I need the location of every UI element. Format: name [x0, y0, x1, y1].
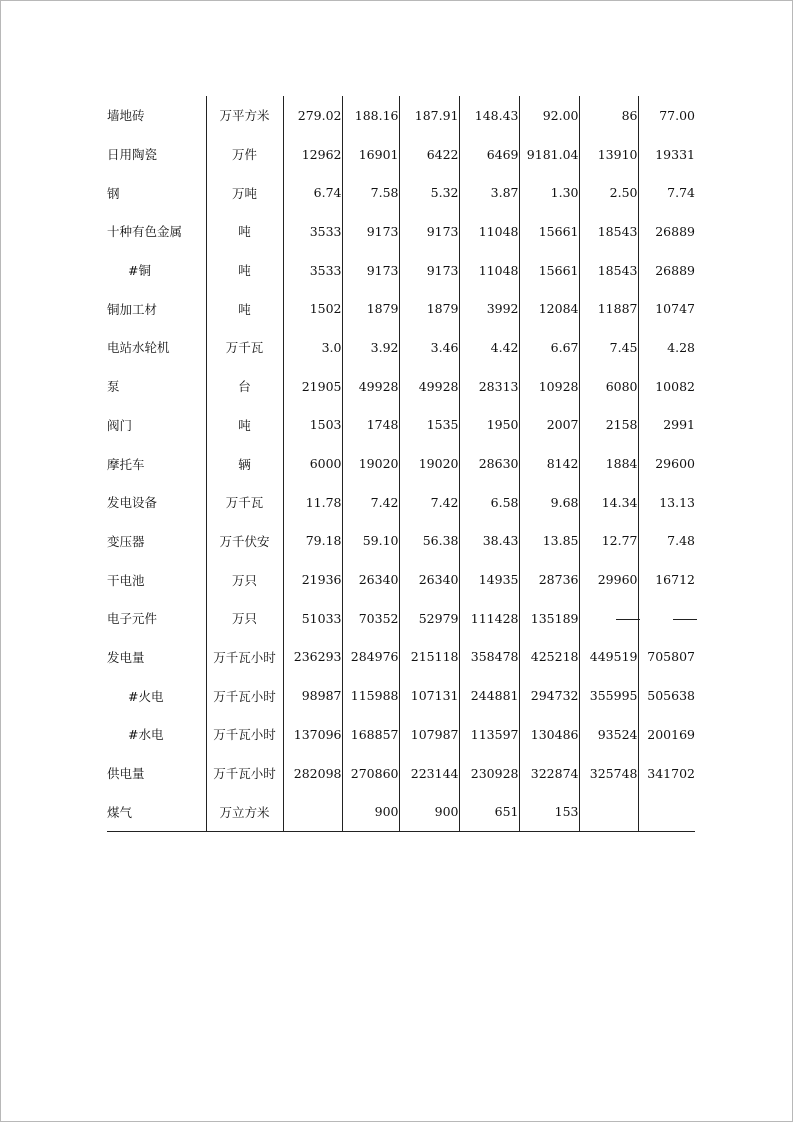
table-row: [107, 560, 695, 599]
value-cell: 341702: [638, 754, 695, 793]
value-cell: 322874: [519, 754, 579, 793]
value-cell: 12962: [283, 135, 342, 174]
item-name-cell: #水电: [128, 727, 164, 743]
value-cell: 4.42: [459, 328, 519, 367]
value-cell: 425218: [519, 638, 579, 677]
value-cell: 52979: [399, 599, 459, 638]
value-cell: 107987: [399, 715, 459, 754]
value-cell: 4.28: [638, 328, 695, 367]
value-cell: 6469: [459, 135, 519, 174]
value-cell: 3533: [283, 251, 342, 290]
value-cell: 200169: [638, 715, 695, 754]
item-name-cell: 摩托车: [107, 456, 145, 472]
value-cell: 3.0: [283, 328, 342, 367]
value-cell: 9173: [399, 212, 459, 251]
value-cell: 11048: [459, 212, 519, 251]
production-statistics-table: [107, 96, 695, 832]
value-cell: 15661: [519, 212, 579, 251]
value-cell: 6.74: [283, 173, 342, 212]
value-cell: 900: [342, 792, 399, 831]
table-row: [107, 483, 695, 522]
value-cell: 230928: [459, 754, 519, 793]
value-cell: 1502: [283, 289, 342, 328]
value-cell: 29600: [638, 444, 695, 483]
value-cell: 6422: [399, 135, 459, 174]
unit-cell: 万只: [206, 560, 283, 599]
value-cell: 12.77: [579, 522, 638, 561]
value-cell: 279.02: [283, 96, 342, 135]
value-cell: 11887: [579, 289, 638, 328]
value-cell: 449519: [579, 638, 638, 677]
value-cell: 28313: [459, 367, 519, 406]
item-name-cell: 阀门: [107, 417, 133, 433]
value-cell: 98987: [283, 676, 342, 715]
value-cell: 21905: [283, 367, 342, 406]
unit-cell: 台: [206, 367, 283, 406]
table-row: [107, 754, 695, 793]
item-name-cell: 铜加工材: [107, 301, 158, 317]
item-name-cell: 墙地砖: [107, 108, 145, 124]
value-cell: 187.91: [399, 96, 459, 135]
value-cell: 223144: [399, 754, 459, 793]
value-cell: 1.30: [519, 173, 579, 212]
value-cell: 59.10: [342, 522, 399, 561]
value-cell: 1503: [283, 406, 342, 445]
table-row: [107, 96, 695, 135]
value-cell: 8142: [519, 444, 579, 483]
value-cell: 15661: [519, 251, 579, 290]
unit-cell: 吨: [206, 406, 283, 445]
unit-cell: 吨: [206, 212, 283, 251]
value-cell: [283, 792, 342, 831]
unit-cell: 万只: [206, 599, 283, 638]
value-cell: 115988: [342, 676, 399, 715]
table-row: [107, 406, 695, 445]
value-cell: 16901: [342, 135, 399, 174]
value-cell: 284976: [342, 638, 399, 677]
value-cell: [638, 599, 695, 638]
value-cell: 3.46: [399, 328, 459, 367]
value-cell: 1879: [342, 289, 399, 328]
value-cell: 11.78: [283, 483, 342, 522]
value-cell: 111428: [459, 599, 519, 638]
value-cell: 79.18: [283, 522, 342, 561]
value-cell: 2158: [579, 406, 638, 445]
item-name-cell: 电站水轮机: [107, 340, 170, 356]
value-cell: 153: [519, 792, 579, 831]
value-cell: 148.43: [459, 96, 519, 135]
unit-cell: 万千瓦小时: [206, 754, 283, 793]
item-name-cell: 泵: [107, 379, 120, 395]
table-row: [107, 715, 695, 754]
value-cell: 7.42: [399, 483, 459, 522]
value-cell: 10747: [638, 289, 695, 328]
value-cell: 19331: [638, 135, 695, 174]
value-cell: 70352: [342, 599, 399, 638]
table-row: [107, 676, 695, 715]
value-cell: 1748: [342, 406, 399, 445]
value-cell: 9.68: [519, 483, 579, 522]
dash-mark: [616, 619, 640, 620]
item-name-cell: 日用陶瓷: [107, 147, 158, 163]
value-cell: 16712: [638, 560, 695, 599]
item-name-cell: 供电量: [107, 766, 145, 782]
value-cell: 130486: [519, 715, 579, 754]
value-cell: 49928: [342, 367, 399, 406]
value-cell: 56.38: [399, 522, 459, 561]
value-cell: 10928: [519, 367, 579, 406]
value-cell: 28736: [519, 560, 579, 599]
value-cell: 137096: [283, 715, 342, 754]
dash-mark: [673, 619, 697, 620]
value-cell: 19020: [399, 444, 459, 483]
value-cell: 38.43: [459, 522, 519, 561]
table-row: [107, 638, 695, 677]
unit-cell: 万千伏安: [206, 522, 283, 561]
item-name-cell: 发电量: [107, 649, 145, 665]
value-cell: 107131: [399, 676, 459, 715]
table-body: [107, 96, 695, 832]
value-cell: 358478: [459, 638, 519, 677]
value-cell: 294732: [519, 676, 579, 715]
table-row: [107, 173, 695, 212]
table-row: [107, 135, 695, 174]
value-cell: 21936: [283, 560, 342, 599]
value-cell: 13.13: [638, 483, 695, 522]
value-cell: 19020: [342, 444, 399, 483]
value-cell: 93524: [579, 715, 638, 754]
value-cell: 51033: [283, 599, 342, 638]
item-name-cell: 发电设备: [107, 495, 158, 511]
value-cell: 6080: [579, 367, 638, 406]
value-cell: 2.50: [579, 173, 638, 212]
value-cell: 92.00: [519, 96, 579, 135]
unit-cell: 万件: [206, 135, 283, 174]
value-cell: 505638: [638, 676, 695, 715]
value-cell: 3.87: [459, 173, 519, 212]
value-cell: [579, 792, 638, 831]
value-cell: 28630: [459, 444, 519, 483]
value-cell: 12084: [519, 289, 579, 328]
value-cell: 14.34: [579, 483, 638, 522]
value-cell: [638, 792, 695, 831]
value-cell: 113597: [459, 715, 519, 754]
value-cell: 215118: [399, 638, 459, 677]
value-cell: 244881: [459, 676, 519, 715]
value-cell: 9173: [399, 251, 459, 290]
unit-cell: 万千瓦小时: [206, 715, 283, 754]
item-name-cell: 钢: [107, 185, 120, 201]
table-row: [107, 328, 695, 367]
value-cell: 14935: [459, 560, 519, 599]
value-cell: 2007: [519, 406, 579, 445]
value-cell: 10082: [638, 367, 695, 406]
value-cell: 1879: [399, 289, 459, 328]
value-cell: 282098: [283, 754, 342, 793]
value-cell: 26889: [638, 212, 695, 251]
value-cell: 7.45: [579, 328, 638, 367]
value-cell: 13910: [579, 135, 638, 174]
value-cell: 26340: [342, 560, 399, 599]
item-name-cell: 干电池: [107, 572, 145, 588]
table-row: [107, 289, 695, 328]
value-cell: 6000: [283, 444, 342, 483]
item-name-cell: 十种有色金属: [107, 224, 183, 240]
item-name-cell: #火电: [128, 688, 164, 704]
value-cell: 7.58: [342, 173, 399, 212]
unit-cell: 万立方米: [206, 792, 283, 831]
value-cell: 7.48: [638, 522, 695, 561]
value-cell: 11048: [459, 251, 519, 290]
item-name-cell: 变压器: [107, 533, 145, 549]
value-cell: 705807: [638, 638, 695, 677]
value-cell: 18543: [579, 212, 638, 251]
value-cell: 49928: [399, 367, 459, 406]
value-cell: 3533: [283, 212, 342, 251]
value-cell: 3992: [459, 289, 519, 328]
value-cell: 270860: [342, 754, 399, 793]
value-cell: 6.58: [459, 483, 519, 522]
item-name-cell: #铜: [128, 263, 151, 279]
value-cell: 355995: [579, 676, 638, 715]
value-cell: 900: [399, 792, 459, 831]
value-cell: 325748: [579, 754, 638, 793]
value-cell: 18543: [579, 251, 638, 290]
value-cell: 9173: [342, 251, 399, 290]
value-cell: 26340: [399, 560, 459, 599]
unit-cell: 万千瓦小时: [206, 676, 283, 715]
unit-cell: 万千瓦: [206, 483, 283, 522]
value-cell: 9173: [342, 212, 399, 251]
value-cell: 86: [579, 96, 638, 135]
table-row: [107, 522, 695, 561]
table-row: [107, 792, 695, 831]
value-cell: 5.32: [399, 173, 459, 212]
value-cell: [579, 599, 638, 638]
table-row: [107, 367, 695, 406]
value-cell: 9181.04: [519, 135, 579, 174]
table-row: [107, 212, 695, 251]
table-row: [107, 251, 695, 290]
value-cell: 3.92: [342, 328, 399, 367]
value-cell: 168857: [342, 715, 399, 754]
value-cell: 1950: [459, 406, 519, 445]
value-cell: 236293: [283, 638, 342, 677]
table-row: [107, 599, 695, 638]
unit-cell: 万平方米: [206, 96, 283, 135]
value-cell: 2991: [638, 406, 695, 445]
value-cell: 1535: [399, 406, 459, 445]
value-cell: 135189: [519, 599, 579, 638]
unit-cell: 辆: [206, 444, 283, 483]
unit-cell: 万千瓦: [206, 328, 283, 367]
value-cell: 26889: [638, 251, 695, 290]
table-row: [107, 444, 695, 483]
unit-cell: 万千瓦小时: [206, 638, 283, 677]
unit-cell: 万吨: [206, 173, 283, 212]
value-cell: 77.00: [638, 96, 695, 135]
value-cell: 7.42: [342, 483, 399, 522]
value-cell: 6.67: [519, 328, 579, 367]
value-cell: 1884: [579, 444, 638, 483]
value-cell: 651: [459, 792, 519, 831]
unit-cell: 吨: [206, 251, 283, 290]
value-cell: 13.85: [519, 522, 579, 561]
unit-cell: 吨: [206, 289, 283, 328]
value-cell: 29960: [579, 560, 638, 599]
item-name-cell: 煤气: [107, 792, 206, 831]
value-cell: 7.74: [638, 173, 695, 212]
value-cell: 188.16: [342, 96, 399, 135]
item-name-cell: 电子元件: [107, 611, 158, 627]
